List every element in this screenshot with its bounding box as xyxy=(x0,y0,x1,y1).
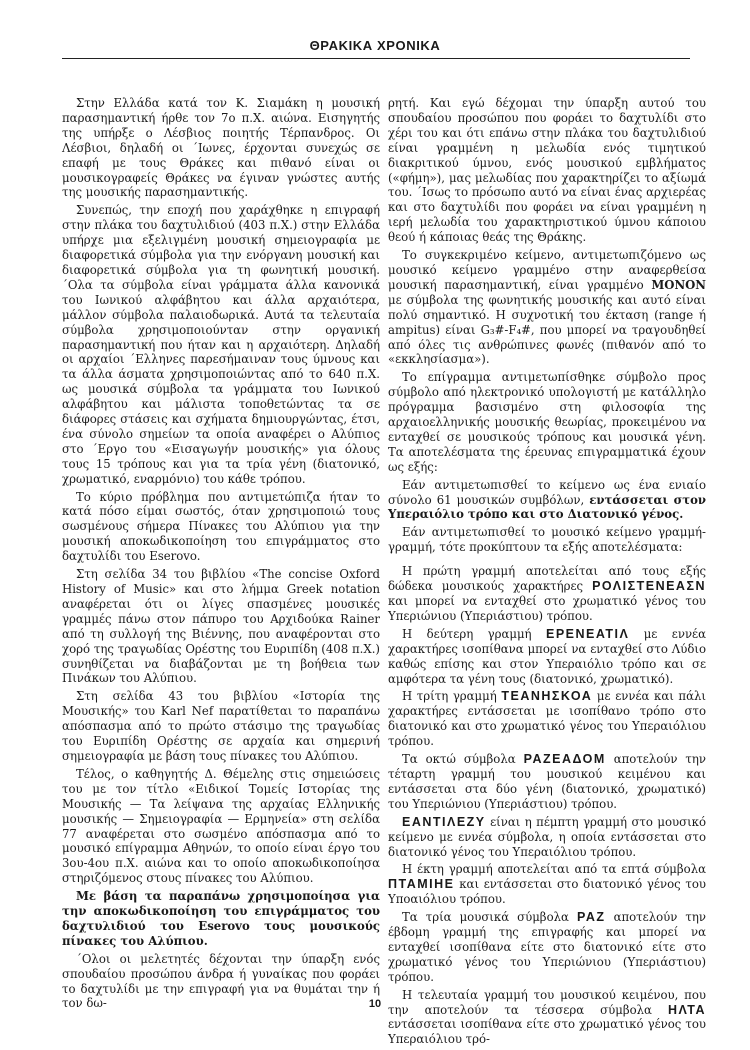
bold-text: ΜΟΝΟΝ xyxy=(651,277,706,292)
text: Τα τρία μουσικά σύμβολα xyxy=(402,910,577,925)
paragraph: ΄Ολοι οι μελετητές δέχονται την ύπαρξη ενός σπουδαίου προσώπου άνδρα ή γυναίκας που φοράει το δαχτυλίδι με την επιγραφή για να θυμάται την ή τον δω- xyxy=(62,951,380,1011)
paragraph: Εάν αντιμετωπισθεί το μουσικό κείμενο γραμμή-γραμμή, τότε προκύπτουν τα εξής αποτελέσματα: xyxy=(388,525,706,555)
paragraph xyxy=(388,815,706,860)
text: Εάν αντιμετωπισθεί το κείμενο ως ένα ενιαίο σύνολο 61 μουσικών συμβόλων, xyxy=(388,477,706,507)
symbol-sequence: ΡΟΛΙΣΤΕΝΕΑΣΝ xyxy=(592,579,706,594)
text: και μπορεί να ενταχθεί στο χρωματικό γένος του Υπεριώνιου (Υπεριάστιου) τρόπου. xyxy=(388,594,706,623)
text: Τα οκτώ σύμβολα xyxy=(402,752,524,767)
paragraph xyxy=(388,910,706,985)
paragraph xyxy=(388,248,706,367)
header-rule xyxy=(62,58,690,59)
paragraph: Το επίγραμμα αντιμετωπίσθηκε σύμβολο προς σύμβολο από ηλεκτρονικό υπολογιστή με κατάλληλο πρόγραμμα βασισμένο στη φιλοσοφία της αρχαιοελληνικής μουσικής θεωρίας, προκειμένου να ενταχθεί σε μουσικούς τρόπους και μουσικά γένη. Τα αποτελέσματα της έρευνας επιγραμματικά έχουν ως εξής: xyxy=(388,370,706,474)
text: Το συγκεκριμένο κείμενο, αντιμετωπιζόμενο ως μουσικό κείμενο γραμμένο στην αναφερθείσα μουσική παρασημαντική, είναι γραμμένο xyxy=(388,248,706,292)
symbol-sequence: ΡΑΖΕΑΔΟΜ xyxy=(523,752,606,767)
symbol-sequence: ΡΑΖ xyxy=(576,910,606,925)
symbol-sequence: ΕΑΝΤΙΛΕΖΥ xyxy=(402,814,486,829)
text: αποτελούν την έβδομη γραμμή της επιγραφής και μπορεί να ενταχθεί ισοπίθανα είτε στο διατονικό είτε στο χρωματικό γένος του Υπεριώνιου (Υπεριάστιου) τρόπου. xyxy=(388,910,706,984)
paragraph xyxy=(388,564,706,624)
symbol-sequence: ΕΡΕΝΕΑΤΙΛ xyxy=(545,626,630,641)
paragraph xyxy=(388,752,706,812)
text: και εντάσσεται στο διατονικό γένος του Υποαιόλιου τρόπου. xyxy=(388,877,706,907)
paragraph: Στη σελίδα 34 του βιβλίου «The concise Oxford History of Music» και στο λήμμα Greek notation αναφέρεται ότι οι λίγες σπασμένες μουσικές γραμμές πάνω στον πάπυρο του Αρχιδούκα Rainer από τη συλλογή της Βιέννης, που αναφέρονται στο χορό της τραγωδίας Ορέστης του Ευριπίδη (408 π.Χ.) συνηθίζεται να διαβάζονται με τη βοήθεια των Πινάκων του Αλύπιου. xyxy=(62,567,380,686)
paragraph xyxy=(388,988,706,1048)
paragraph: Στην Ελλάδα κατά τον Κ. Σιαμάκη η μουσική παρασημαντική ήρθε τον 7ο π.Χ. αιώνα. Εισηγητής της υπήρξε ο Λέσβιος ποιητής Τέρπανδρος. Οι Λέσβιοι, δηλαδή οι ΄Ιωνες, έρχονται συνεχώς σε επαφή με τους Θράκες και πιθανό είναι οι μουσικογραφείς Θράκες να έγιναν γνώστες αυτής της μουσικής παρασημαντικής. xyxy=(62,96,380,200)
text: είναι η πέμπτη γραμμή στο μουσικό κείμενο με εννέα σύμβολα, η οποία εντάσσεται στο διατονικό γένος του Υπεραιόλιου τρόπου. xyxy=(388,814,706,859)
paragraph-bold xyxy=(62,889,380,949)
paragraph: ρητή. Και εγώ δέχομαι την ύπαρξη αυτού του σπουδαίου προσώπου που φοράει το δαχτυλίδι στο χέρι του και ότι επάνω στην πλάκα του δαχτυλιδιού είναι γραμμένη η μελωδία ενός τιμητικού διακριτικού ύμνου, ενός μουσικού εμβλήματος («φήμη»), μας μελωδίας που χαρακτηρίζει το αξίωμά του. ΄Ισως το πρόσωπο αυτό να είναι ένας αρχιερέας και στο δαχτυλίδι που φοράει να είναι γραμμένη η ιερή μελωδία του χαρακτηριστικού ύμνου κάποιου θεού ή κάποιας θεάς της Θράκης. xyxy=(388,96,706,245)
text: Η τελευταία γραμμή του μουσικού κειμένου, που την αποτελούν τα τέσσερα σύμβολα xyxy=(388,987,706,1017)
bold-text: εντάσσεται στον Υπεραιόλιο τρόπο και στο Διατονικό γένος. xyxy=(388,492,706,522)
text: Η έκτη γραμμή αποτελείται από τα επτά σύμβολα xyxy=(402,862,706,877)
paragraph xyxy=(388,689,706,749)
paragraph xyxy=(388,478,706,523)
paragraph: Το κύριο πρόβλημα που αντιμετώπιζα ήταν το κατά πόσο είμαι σωστός, όταν χρησιμοποιώ τους σωσμένους σήμερα Πίνακες του Αλύπιου για την μουσική αποκωδικοποίηση του επιγράμματος στο δαχτυλίδι του Eserovo. xyxy=(62,489,380,564)
page-number: 10 xyxy=(368,998,382,1010)
paragraph: Στη σελίδα 43 του βιβλίου «Ιστορία της Μουσικής» του Karl Nef παρατίθεται το παραπάνω απόσπασμα από το πρώτο στάσιμο της τραγωδίας του Ευριπίδη Ορέστης σε αρχαία και σημερινή σημειογραφία με βάση τους πίνακες του Αλύπιου. xyxy=(62,689,380,763)
text: με σύμβολα της φωνητικής μουσικής και αυτό είναι πολύ σημαντικό. Η συχνοτική του έκταση (range ή ampitus) είναι G₃#-F₄#, που μπορεί να τραγουδηθεί από όλες τις ανθρώπινες φωνές (πιθανόν από το «εκκλησίασμα»). xyxy=(388,292,706,367)
right-column xyxy=(388,96,706,1050)
symbol-sequence: ΗΛΤΑ xyxy=(667,1002,706,1017)
left-column xyxy=(62,96,380,1014)
text: Η τρίτη γραμμή xyxy=(402,689,502,704)
bold-text: Με βάση τα παραπάνω χρησιμοποίησα για την αποκωδικοποίηση του επιγράμματος του δαχτυλιδιού του Eserovo τους μουσικούς πίνακες του Αλύπιου. xyxy=(62,889,380,948)
text: εντάσσεται ισοπίθανα είτε στο χρωματικό γένος του Υπεραιόλιου τρό- xyxy=(388,1017,706,1047)
paragraph xyxy=(388,862,706,907)
symbol-sequence: ΠΤΑΜΙΗΕ xyxy=(388,877,455,892)
paragraph: Τέλος, ο καθηγητής Δ. Θέμελης στις σημειώσεις του με τον τίτλο «Ειδικοί Τομείς Ιστορίας της Μουσικής — Τα λείψανα της αρχαίας Ελληνικής μουσικής — Σημειογραφία — Ερμηνεία» στη σελίδα 77 αναφέρεται στο σωσμένο απόσπασμα από το μουσικό επίγραμμα Αθηνών, το οποίο είναι έργο του 3ου-4ου π.Χ. αιώνα και το οποίο αποκωδικοποίησα στηριζόμενος στους πίνακες του Αλύπιου. xyxy=(62,766,380,886)
running-header: ΘΡΑΚΙΚΑ ΧΡΟΝΙΚΑ xyxy=(309,38,441,53)
paragraph xyxy=(388,627,706,687)
text: με εννέα και πάλι χαρακτήρες εντάσσεται με ισοπίθανο τρόπο στο διατονικό και στο χρωματικό γένος του Υπεραιόλιου τρόπου. xyxy=(388,689,706,749)
paragraph: Συνεπώς, την εποχή που χαράχθηκε η επιγραφή στην πλάκα του δαχτυλιδιού (403 π.Χ.) στην Ελλάδα υπήρχε μια εξελιγμένη μουσική σημειογραφία με διαφορετικά σύμβολα για την ενόργανη μουσική και διαφορετικά σύμβολα για τη φωνητική μουσική. ΄Ολα τα σύμβολα είναι γράμματα άλλα κανονικά του Ιωνικού αλφάβητου και άλλα αρχαιότερα, μάλλον σύμβολα παλαιοδωρικά. Αυτά τα τελευταία σύμβολα χρησιμοποιούνταν στην οργανική παρασημαντική που ήταν και η αρχαιότερη. Δηλαδή οι αρχαίοι ΄Ελληνες παρεσήμαιναν τους ύμνους και τα άλλα άσματα χρησιμοποιώντας από το 640 π.Χ. ως μουσικά σύμβολα τα γράμματα του Ιωνικού αλφάβητου και μάλιστα τοποθετώντας τα σε διάφορες στάσεις και σχήματα δημιουργώντας, έτσι, ένα σύνολο σημείων τα οποία αναφέρει ο Αλύπιος στο ΄Εργο του «Εισαγωγήν μουσικής» για όλους τους 15 τρόπους και για τα τρία γένη (διατονικό, χρωματικό, εναρμόνιο) του κάθε τρόπου. xyxy=(62,203,380,486)
text: αποτελούν την τέταρτη γραμμή του μουσικού κειμένου και εντάσσεται στα δύο γένη (διατονικό, χρωματικό) του Υπεριώνιου (Υπεριάστιου) τρόπου. xyxy=(388,752,706,811)
text: Η πρώτη γραμμή αποτελείται από τους εξής δώδεκα μουσικούς χαρακτήρες xyxy=(388,564,706,594)
text: με εννέα χαρακτήρες ισοπίθανα μπορεί να ενταχθεί στο Λύδιο καθώς επίσης και στον Υπεραιόλιο τρόπο και σε αμφότερα τα γένη τους (διατονικό, χρωματικό). xyxy=(388,626,706,686)
symbol-sequence: ΤΕΑΝΗΣΚΟΑ xyxy=(501,689,593,704)
text: Η δεύτερη γραμμή xyxy=(402,626,546,641)
